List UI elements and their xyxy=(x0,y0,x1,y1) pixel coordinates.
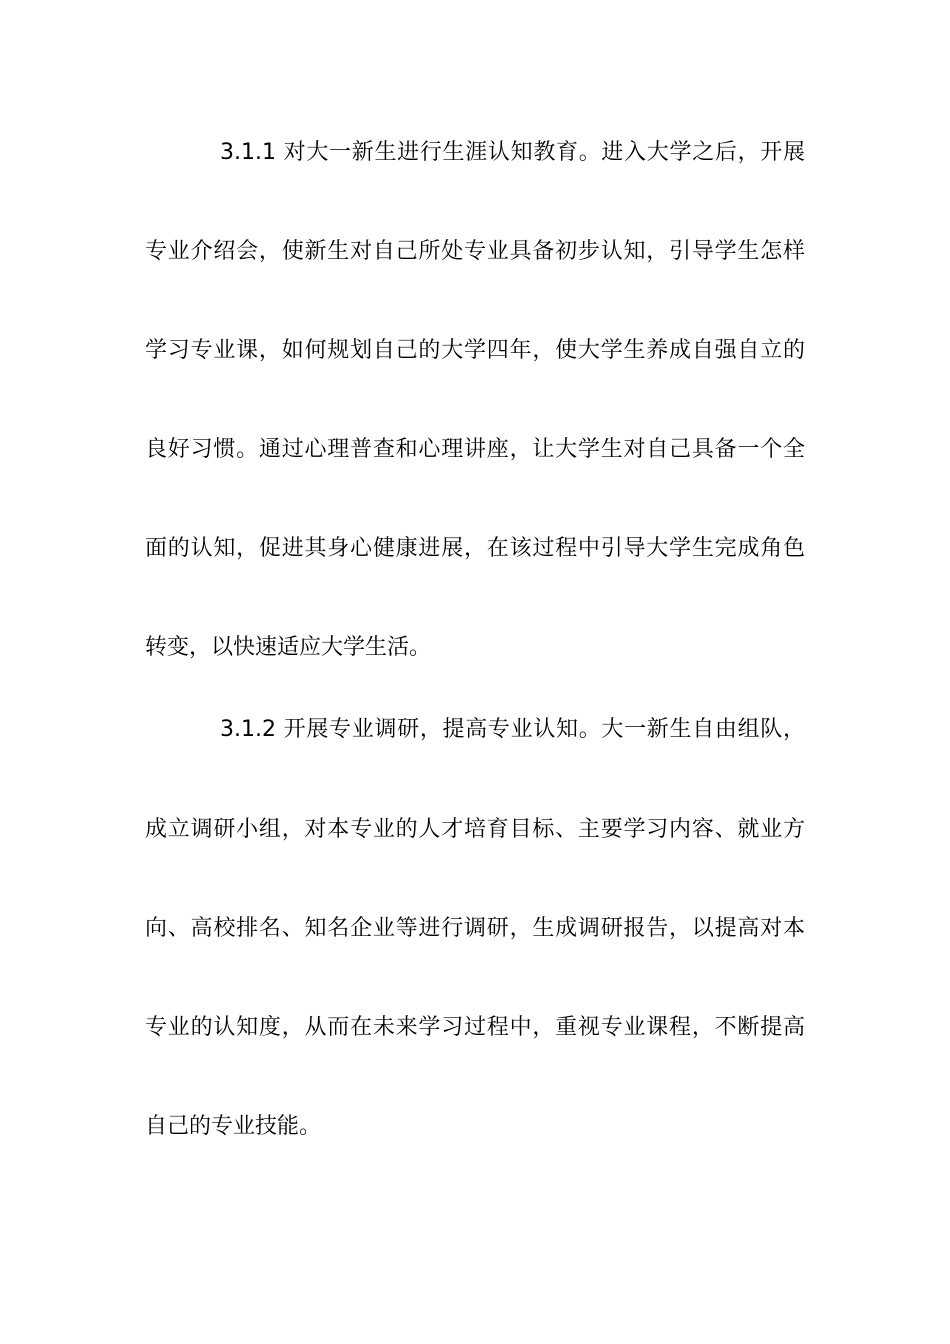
paragraph-line: 面的认知，促进其身心健康进展，在该过程中引导大学生完成角色 xyxy=(145,536,805,561)
paragraph-line: 自己的专业技能。 xyxy=(145,1114,322,1139)
paragraph-line: 3.1.1 对大一新生进行生涯认知教育。进入大学之后，开展 xyxy=(220,140,805,165)
paragraph-line: 专业的认知度，从而在未来学习过程中，重视专业课程，不断提高 xyxy=(145,1015,805,1040)
paragraph-line: 专业介绍会，使新生对自己所处专业具备初步认知，引导学生怎样 xyxy=(145,239,805,264)
paragraph-line: 良好习惯。通过心理普查和心理讲座，让大学生对自己具备一个全 xyxy=(145,437,805,462)
paragraph-line: 转变，以快速适应大学生活。 xyxy=(145,635,432,660)
paragraph-line: 成立调研小组，对本专业的人才培育目标、主要学习内容、就业方 xyxy=(145,817,805,842)
paragraph-line: 学习专业课，如何规划自己的大学四年，使大学生养成自强自立的 xyxy=(145,338,805,363)
paragraph-line: 向、高校排名、知名企业等进行调研，生成调研报告，以提高对本 xyxy=(145,916,805,941)
paragraph-line: 3.1.2 开展专业调研，提高专业认知。大一新生自由组队， xyxy=(220,717,805,742)
